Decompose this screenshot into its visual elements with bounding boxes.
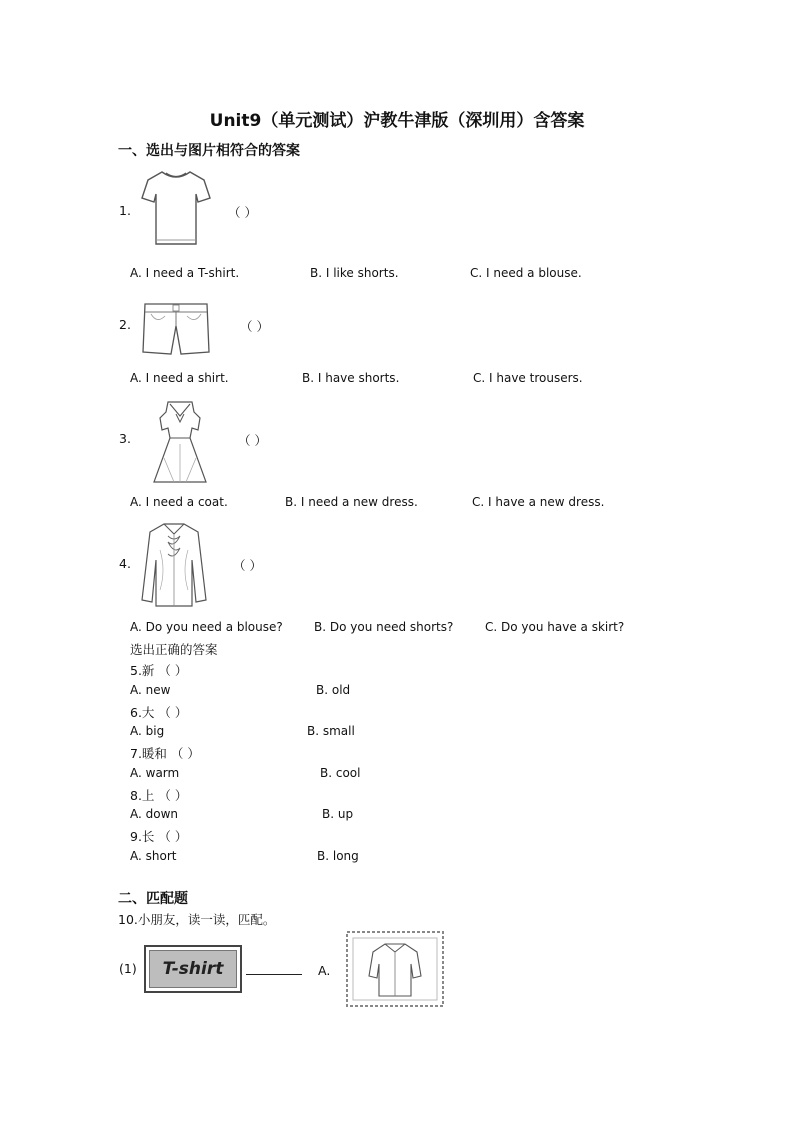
option-c[interactable]: C. I have a new dress. xyxy=(472,495,605,509)
sub-heading: 选出正确的答案 xyxy=(130,642,218,657)
answer-bracket[interactable]: （ ） xyxy=(233,558,262,573)
t-shirt-icon xyxy=(140,168,212,248)
dress-icon xyxy=(150,398,210,486)
option-b[interactable]: B. cool xyxy=(320,766,361,780)
option-b[interactable]: B. up xyxy=(322,807,354,821)
word-card[interactable] xyxy=(144,945,242,993)
question-number: 1. xyxy=(119,203,131,218)
option-a[interactable]: A. Do you need a blouse? xyxy=(130,620,283,634)
word-card-text: T-shirt xyxy=(162,959,224,979)
question-number: 4. xyxy=(119,556,131,571)
option-a[interactable]: A. big xyxy=(130,724,165,738)
match-item-number: (1) xyxy=(119,961,137,976)
option-c[interactable]: C. Do you have a skirt? xyxy=(485,620,625,634)
option-c[interactable]: C. I have trousers. xyxy=(473,371,583,385)
option-a[interactable]: A. I need a coat. xyxy=(130,495,228,509)
option-b[interactable]: B. I have shorts. xyxy=(302,371,400,385)
answer-bracket[interactable]: （ ） xyxy=(240,319,269,334)
match-answer-line[interactable] xyxy=(246,974,302,975)
option-b[interactable]: B. old xyxy=(316,683,351,697)
option-a[interactable]: A. I need a shirt. xyxy=(130,371,229,385)
option-a[interactable]: A. new xyxy=(130,683,171,697)
match-instruction: 10.小朋友，读一读，匹配。 xyxy=(118,912,276,927)
option-b[interactable]: B. long xyxy=(317,849,359,863)
answer-bracket[interactable]: （ ） xyxy=(228,205,257,220)
section2-heading: 二、匹配题 xyxy=(118,891,188,907)
answer-bracket[interactable]: （ ） xyxy=(238,433,267,448)
option-a[interactable]: A. down xyxy=(130,807,179,821)
option-b[interactable]: B. I like shorts. xyxy=(310,266,399,280)
section1-heading: 一、选出与图片相符合的答案 xyxy=(118,143,300,159)
shirt-stamp-icon[interactable] xyxy=(345,930,445,1008)
match-option-label: A. xyxy=(318,963,331,978)
option-a[interactable]: A. warm xyxy=(130,766,180,780)
word-question-stem[interactable]: 6.大 （ ） xyxy=(130,705,188,720)
question-number: 2. xyxy=(119,317,131,332)
word-question-stem[interactable]: 9.长 （ ） xyxy=(130,829,188,844)
word-question-stem[interactable]: 5.新 （ ） xyxy=(130,663,188,678)
shorts-icon xyxy=(141,300,211,358)
option-a[interactable]: A. short xyxy=(130,849,177,863)
option-b[interactable]: B. Do you need shorts? xyxy=(314,620,454,634)
blouse-icon xyxy=(140,520,208,610)
option-b[interactable]: B. small xyxy=(307,724,355,738)
question-number: 3. xyxy=(119,431,131,446)
word-question-stem[interactable]: 7.暖和 （ ） xyxy=(130,746,200,761)
option-a[interactable]: A. I need a T-shirt. xyxy=(130,266,240,280)
word-question-stem[interactable]: 8.上 （ ） xyxy=(130,788,188,803)
page-title: Unit9（单元测试）沪教牛津版（深圳用）含答案 xyxy=(209,111,585,131)
option-b[interactable]: B. I need a new dress. xyxy=(285,495,418,509)
option-c[interactable]: C. I need a blouse. xyxy=(470,266,582,280)
